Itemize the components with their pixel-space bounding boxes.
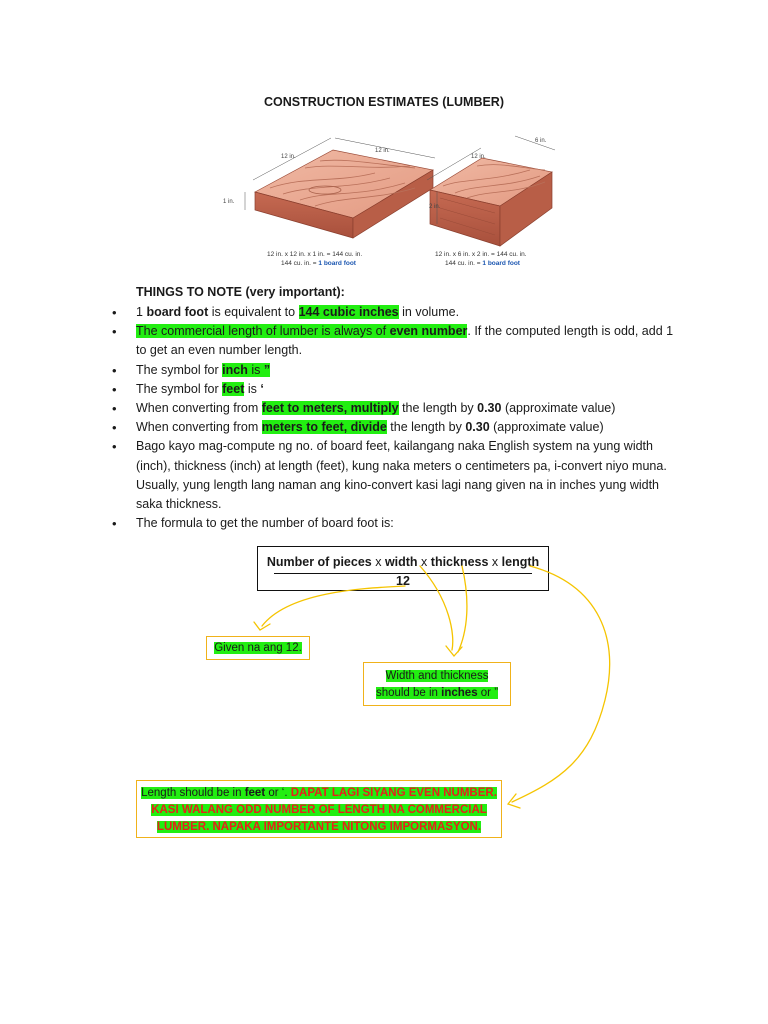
formula-denominator: 12 xyxy=(396,574,410,588)
callout-length xyxy=(136,780,502,838)
note-text: is xyxy=(244,381,261,396)
note-text: in volume. xyxy=(398,305,460,319)
note-text: When converting from xyxy=(136,420,262,435)
list-item: • Bago kayo mag-compute ng no. of board feet, kailangang naka English system na yung width (inch), thickness (inch) at length (feet), kung naka meters o centimeters pa, i-convert niyo muna. Usually, yung length lang naman ang kino-convert kasi lagi nang given na in inches yung width saka thickness. xyxy=(110,437,685,514)
formula-operator: x xyxy=(371,555,385,569)
note-highlight: feet xyxy=(222,381,245,396)
note-bold: 0.30 xyxy=(465,420,490,435)
note-text: the length by xyxy=(386,420,466,435)
formula-term: Number of pieces xyxy=(266,555,372,569)
right-thickness-label: 2 in. xyxy=(429,204,441,210)
left-caption-prefix: 144 cu. in. = xyxy=(281,260,319,267)
things-to-note-heading: THINGS TO NOTE (very important): xyxy=(136,285,345,299)
callout-width-line1 xyxy=(364,668,510,685)
note-text: 1 xyxy=(136,305,147,319)
page-title: CONSTRUCTION ESTIMATES (LUMBER) xyxy=(263,95,505,109)
left-width-label: 12 in. xyxy=(375,148,390,154)
callout-width-text: should be in xyxy=(375,687,442,699)
formula-term: thickness xyxy=(430,555,489,569)
note-highlight: meters to feet, divide xyxy=(261,420,387,435)
arrow-to-length xyxy=(512,566,610,802)
list-item: • The formula to get the number of board foot is: xyxy=(110,514,685,533)
right-caption-bold: 1 board foot xyxy=(482,260,520,267)
note-highlight: is xyxy=(247,362,264,377)
callout-width-thickness xyxy=(363,662,511,706)
note-bold: 0.30 xyxy=(477,401,502,416)
note-highlight: 144 cubic inches xyxy=(298,305,399,319)
callout-width-text: or ” xyxy=(477,687,499,699)
note-text: (approximate value) xyxy=(501,401,616,416)
note-highlight: feet to meters, multiply xyxy=(261,401,399,416)
note-text: the length by xyxy=(398,401,478,416)
right-caption-prefix: 144 cu. in. = xyxy=(445,260,483,267)
callout-width-bold: inches xyxy=(441,687,478,699)
note-text: The symbol for xyxy=(136,381,223,396)
note-text: is equivalent to xyxy=(208,305,299,319)
callout-given-text: Given na ang 12. xyxy=(214,642,302,654)
note-highlight: ” xyxy=(263,362,271,377)
formula-operator: x xyxy=(417,555,431,569)
note-text: (approximate value) xyxy=(489,420,604,435)
callout-given xyxy=(206,636,310,660)
note-text: When converting from xyxy=(136,401,262,416)
callout-length-bold: feet xyxy=(244,787,266,799)
note-text: The symbol for xyxy=(136,362,223,377)
left-thickness-label: 1 in. xyxy=(223,199,235,205)
note-bold: board foot xyxy=(146,305,209,319)
left-caption-line1: 12 in. x 12 in. x 1 in. = 144 cu. in. xyxy=(267,251,363,258)
callout-width-line2 xyxy=(364,685,510,702)
left-caption-bold: 1 board foot xyxy=(318,260,356,267)
right-width-label: 6 in. xyxy=(535,138,547,144)
arrow-to-width-2 xyxy=(458,566,467,652)
callout-length-warning: DAPAT LAGI SIYANG EVEN NUMBER. KASI WALANG ODD NUMBER OF LENGTH NA COMMERCIAL LUMBER. NAPAKA IMPORTANTE NITONG IMPORMASYON. xyxy=(151,787,497,833)
callout-length-text: or ‘. xyxy=(265,787,291,799)
formula-term: width xyxy=(384,555,418,569)
note-highlight: inch xyxy=(222,362,248,377)
right-caption-line1: 12 in. x 6 in. x 2 in. = 144 cu. in. xyxy=(435,251,527,258)
formula-term: length xyxy=(501,555,540,569)
arrow-to-width-1 xyxy=(420,566,453,650)
callout-length-text: Length should be in xyxy=(141,787,245,799)
formula-operator: x xyxy=(488,555,502,569)
left-length-label: 12 in. xyxy=(281,154,296,160)
note-bold: ‘ xyxy=(260,381,264,396)
note-highlight: The commercial length of lumber is always of xyxy=(136,324,390,339)
arrow-to-given xyxy=(262,586,405,626)
note-text: . If the computed length is odd, add 1 to get an even number length. xyxy=(136,324,674,358)
callout-width-text: Width and thickness xyxy=(385,670,489,682)
note-highlight: even number xyxy=(389,324,468,339)
right-length-label: 12 in. xyxy=(471,154,486,160)
